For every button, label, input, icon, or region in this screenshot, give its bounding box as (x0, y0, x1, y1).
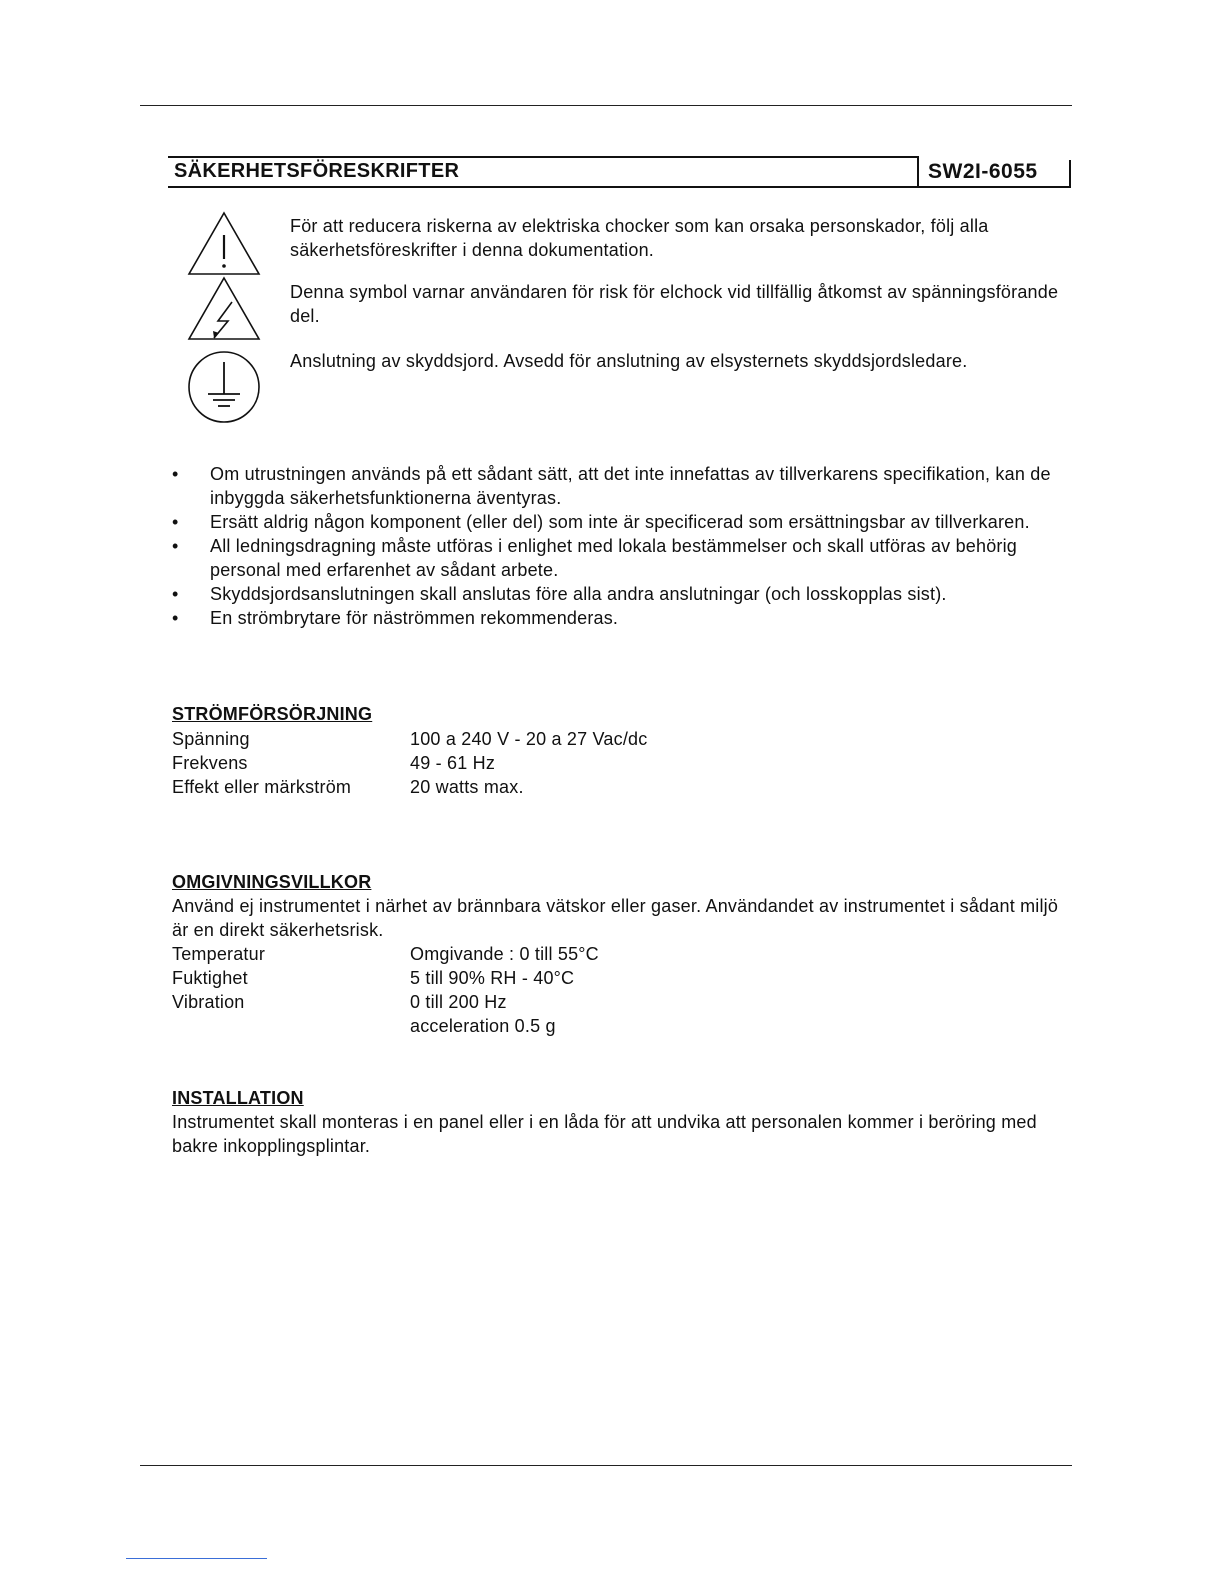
doc-code: SW2I-6055 (928, 160, 1038, 183)
doc-code-right-line (1069, 160, 1071, 187)
symbol-text-earth: Anslutning av skyddsjord. Avsedd för anslutning av elsysternets skyddsjordsledare. (290, 351, 968, 371)
environment-label: Fuktighet (172, 968, 248, 988)
installation-text: Instrumentet skall monteras i en panel eller i en låda för att undvika att personalen kommer i beröring med bakre inkopplingsplintar. (172, 1112, 1037, 1156)
bottom-rule (140, 1465, 1072, 1466)
power-value: 100 a 240 V - 20 a 27 Vac/dc (410, 729, 648, 749)
environment-value: 5 till 90% RH - 40°C (410, 968, 575, 988)
power-label: Frekvens (172, 753, 248, 773)
power-value: 20 watts max. (410, 777, 524, 797)
list-item: • Skyddsjordsanslutningen skall anslutas före alla andra anslutningar (och losskopplas sist). (172, 582, 1062, 606)
safety-bullet-list (172, 462, 1062, 630)
header-top-line (168, 156, 918, 158)
warning-triangle-icon (186, 211, 262, 277)
power-heading: STRÖMFÖRSÖRJNING (172, 704, 373, 724)
footer-link-underline (126, 1558, 267, 1559)
power-label: Spänning (172, 729, 250, 749)
protective-earth-icon (187, 350, 261, 424)
page-title: SÄKERHETSFÖRESKRIFTER (174, 160, 460, 182)
environment-label (172, 1014, 410, 1038)
symbol-text-shock: Denna symbol varnar användaren för risk för elchock vid tillfällig åtkomst av spänningsförande del. (290, 282, 1059, 326)
environment-label: Temperatur (172, 944, 266, 964)
environment-label: Vibration (172, 992, 245, 1012)
table-row (172, 727, 647, 751)
symbol-text-warning: För att reducera riskerna av elektriska chocker som kan orsaka personskador, följ alla säkerhetsföreskrifter i denna dokumentation. (290, 216, 989, 260)
environment-table (172, 942, 599, 1038)
table-row (172, 966, 599, 990)
table-row (172, 775, 647, 799)
table-row (172, 990, 599, 1014)
environment-value: 0 till 200 Hz (410, 992, 507, 1012)
header-bottom-line (168, 186, 1071, 188)
installation-heading: INSTALLATION (172, 1088, 304, 1108)
table-row (172, 942, 599, 966)
top-rule (140, 105, 1072, 106)
environment-heading: OMGIVNINGSVILLKOR (172, 872, 372, 892)
power-label: Effekt eller märkström (172, 777, 352, 797)
electric-shock-icon (186, 276, 262, 342)
table-row (172, 751, 647, 775)
list-item: • Ersätt aldrig någon komponent (eller del) som inte är specificerad som ersättningsbar av tillverkaren. (172, 510, 1062, 534)
list-item: • All ledningsdragning måste utföras i enlighet med lokala bestämmelser och skall utföras av behörig personal med erfarenhet av sådant arbete. (172, 534, 1062, 582)
list-item: • En strömbrytare för näströmmen rekommenderas. (172, 606, 1062, 630)
power-value: 49 - 61 Hz (410, 753, 496, 773)
doc-code-left-line (917, 156, 919, 187)
table-row (172, 1014, 599, 1038)
environment-intro: Använd ej instrumentet i närhet av brännbara vätskor eller gaser. Användandet av instrumentet i sådant miljö är en direkt säkerhetsrisk. (172, 896, 1059, 940)
power-table (172, 727, 647, 799)
list-item: • Om utrustningen används på ett sådant sätt, att det inte innefattas av tillverkarens specifikation, kan de inbyggda säkerhetsfunktionerna äventyras. (172, 462, 1062, 510)
environment-value: acceleration 0.5 g (410, 1016, 556, 1036)
environment-value: Omgivande : 0 till 55°C (410, 944, 599, 964)
